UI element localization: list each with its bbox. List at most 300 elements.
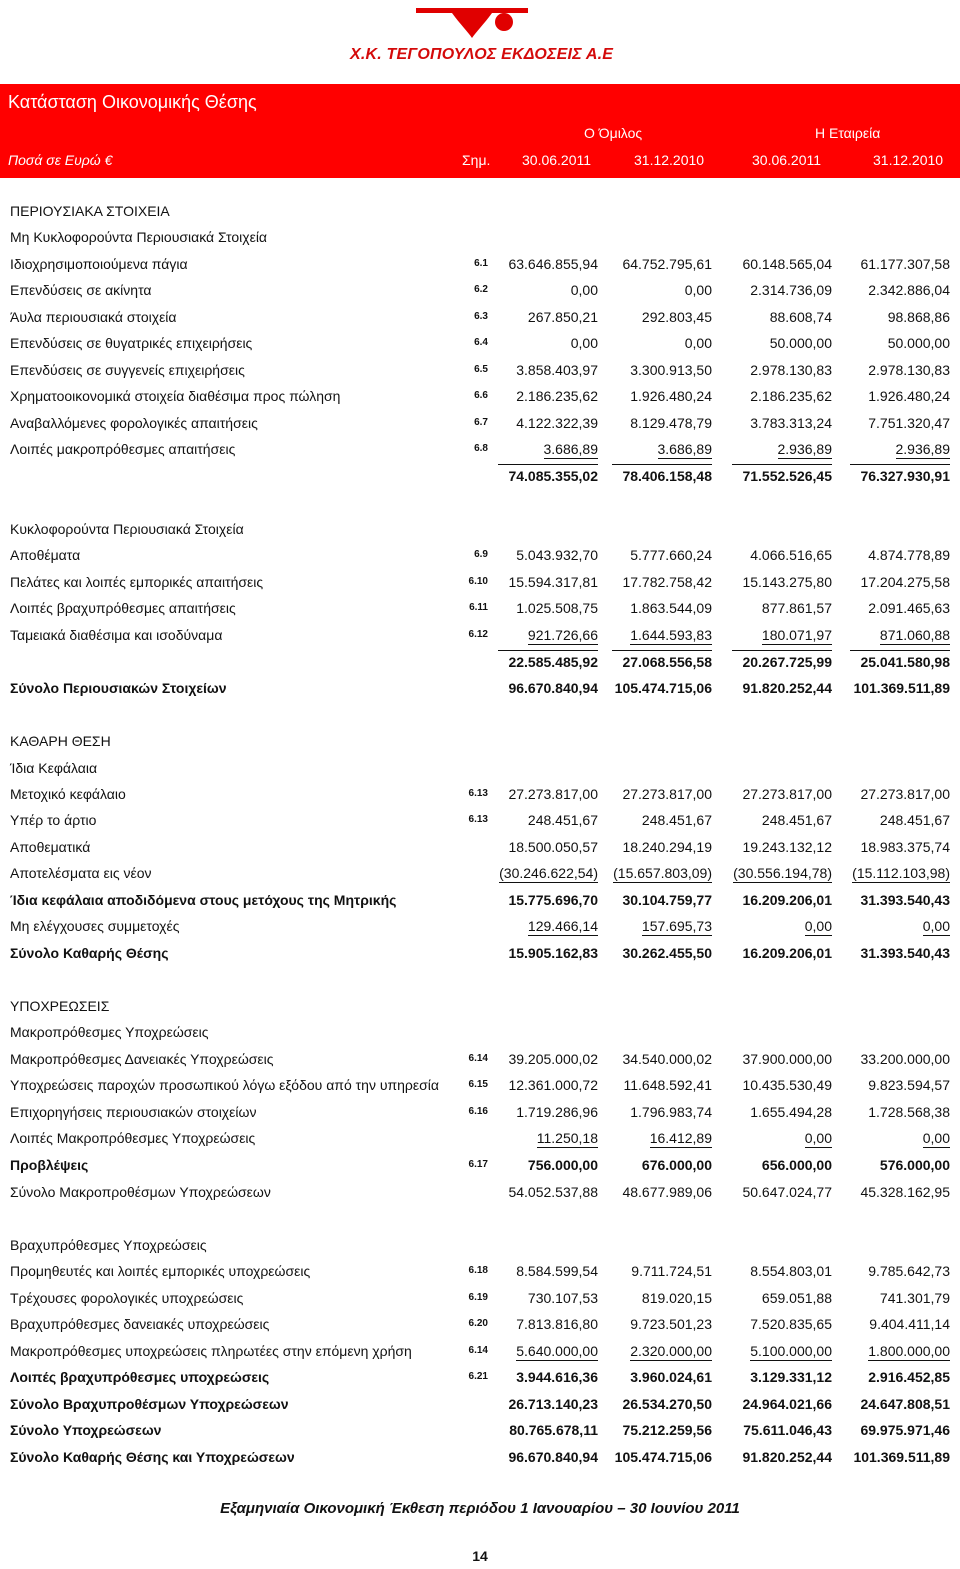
cell-value [850, 595, 950, 621]
cell-text: 2.916.452,85 [868, 1369, 950, 1385]
cell-text: 656.000,00 [761, 1157, 832, 1173]
cell-text: 50.000,00 [769, 335, 832, 351]
cell-value [498, 542, 598, 568]
cell-value [612, 1444, 712, 1470]
col-date-1: 31.12.2010 [634, 152, 705, 168]
cell-text: 1.644.593,83 [630, 627, 712, 643]
row-label: Σύνολο Καθαρής Θέσης και Υποχρεώσεων [10, 1449, 295, 1465]
cell-value [612, 940, 712, 966]
cell-text: (30.246.622,54) [499, 865, 598, 881]
cell-value [850, 569, 950, 595]
cell-value [732, 436, 832, 462]
cell-value [850, 650, 950, 673]
row-label: Σύνολο Βραχυπροθέσμων Υποχρεώσεων [10, 1396, 289, 1412]
cell-value [612, 913, 712, 939]
table-row [0, 755, 960, 781]
cell-value [850, 781, 950, 807]
cell-text: 27.068.556,58 [622, 654, 712, 670]
cell-value [732, 1258, 832, 1284]
table-row [0, 595, 960, 621]
cell-text: 1.655.494,28 [750, 1104, 832, 1120]
cell-value [612, 1258, 712, 1284]
table-row [0, 1152, 960, 1178]
cell-text: 5.043.932,70 [516, 547, 598, 563]
cell-value [498, 913, 598, 939]
cell-value [850, 1099, 950, 1125]
cell-value [850, 1152, 950, 1178]
cell-value [612, 277, 712, 303]
cell-text: 15.905.162,83 [508, 945, 598, 961]
cell-text: 2.320.000,00 [630, 1343, 712, 1359]
cell-value [612, 1311, 712, 1337]
cell-text: 78.406.158,48 [622, 468, 712, 484]
cell-text: 16.412,89 [649, 1130, 712, 1146]
row-label: Επενδύσεις σε συγγενείς επιχειρήσεις [10, 362, 245, 378]
cell-text: 11.250,18 [536, 1130, 598, 1146]
table-row [0, 622, 960, 648]
cell-text: 98.868,86 [887, 309, 950, 325]
cell-text: 267.850,21 [527, 309, 598, 325]
row-note: 6.12 [468, 629, 488, 640]
row-label: Υποχρεώσεις παροχών προσωπικού λόγω εξόδου από την υπηρεσία [10, 1077, 439, 1093]
cell-text: 730.107,53 [527, 1290, 598, 1306]
cell-value [612, 542, 712, 568]
cell-value [732, 1125, 832, 1151]
row-label: Σύνολο Περιουσιακών Στοιχείων [10, 680, 227, 696]
cell-value [498, 675, 598, 701]
cell-text: 9.723.501,23 [630, 1316, 712, 1332]
table-row [0, 1417, 960, 1443]
cell-text: 45.328.162,95 [860, 1184, 950, 1200]
cell-text: 63.646.855,94 [508, 256, 598, 272]
row-note: 6.16 [468, 1106, 488, 1117]
cell-value [498, 1072, 598, 1098]
cell-text: 7.813.816,80 [516, 1316, 598, 1332]
table-row [0, 1125, 960, 1151]
cell-text: 9.404.411,14 [869, 1316, 950, 1332]
cell-text: 88.608,74 [769, 309, 832, 325]
cell-value [732, 887, 832, 913]
cell-value [498, 1285, 598, 1311]
cell-value [612, 1046, 712, 1072]
cell-text: 157.695,73 [641, 918, 712, 934]
cell-text: 3.686,89 [657, 441, 712, 457]
cell-text: 27.273.817,00 [860, 786, 950, 802]
cell-value [612, 807, 712, 833]
cell-text: 3.960.024,61 [630, 1369, 712, 1385]
cell-value [498, 304, 598, 330]
cell-text: 248.451,67 [641, 812, 712, 828]
cell-value [612, 410, 712, 436]
cell-text: 20.267.725,99 [742, 654, 832, 670]
row-note: 6.19 [468, 1292, 488, 1303]
table-row [0, 1285, 960, 1311]
cell-value [850, 1338, 950, 1364]
cell-value [612, 357, 712, 383]
cell-value [732, 834, 832, 860]
cell-text: 1.025.508,75 [516, 600, 598, 616]
cell-value [612, 1391, 712, 1417]
row-label: Επενδύσεις σε ακίνητα [10, 282, 152, 298]
row-label: Σύνολο Μακροπροθέσμων Υποχρεώσεων [10, 1184, 271, 1200]
table-row [0, 462, 960, 488]
cell-value [498, 383, 598, 409]
row-note: 6.5 [474, 364, 488, 375]
cell-text: 0,00 [922, 1130, 950, 1146]
cell-value [850, 1285, 950, 1311]
cell-value [612, 1099, 712, 1125]
cell-text: 26.713.140,23 [508, 1396, 598, 1412]
cell-value [850, 1417, 950, 1443]
table-row [0, 807, 960, 833]
cell-value [612, 1125, 712, 1151]
cell-text: 871.060,88 [879, 627, 950, 643]
cell-text: 18.240.294,19 [622, 839, 712, 855]
row-note: 6.20 [468, 1318, 488, 1329]
cell-value [850, 436, 950, 462]
row-note: 6.13 [468, 788, 488, 799]
cell-text: 101.369.511,89 [853, 680, 950, 696]
cell-text: 292.803,45 [641, 309, 712, 325]
cell-text: 576.000,00 [879, 1157, 950, 1173]
cell-text: 8.584.599,54 [516, 1263, 598, 1279]
cell-value [612, 622, 712, 648]
cell-text: 71.552.526,45 [742, 468, 832, 484]
cell-value [850, 1391, 950, 1417]
cell-text: 74.085.355,02 [508, 468, 598, 484]
cell-value [732, 542, 832, 568]
row-note: 6.1 [474, 258, 488, 269]
cell-text: 0,00 [570, 335, 598, 351]
cell-value [850, 330, 950, 356]
cell-text: 5.777.660,24 [630, 547, 712, 563]
table-row [0, 1364, 960, 1390]
cell-value [612, 781, 712, 807]
amounts-label: Ποσά σε Ευρώ € [8, 152, 113, 168]
cell-value [612, 1417, 712, 1443]
table-row [0, 1099, 960, 1125]
cell-value [732, 675, 832, 701]
group-column-label: Ο Όμιλος [584, 125, 643, 141]
cell-text: 2.091.465,63 [868, 600, 950, 616]
row-label: Μη ελέγχουσες συμμετοχές [10, 918, 180, 934]
cell-value [850, 1364, 950, 1390]
cell-text: 24.964.021,66 [742, 1396, 832, 1412]
row-note: 6.15 [468, 1079, 488, 1090]
cell-text: 105.474.715,06 [614, 1449, 712, 1465]
report-caption: Εξαμηνιαία Οικονομική Έκθεση περιόδου 1 Ιανουαρίου – 30 Ιουνίου 2011 [220, 1500, 740, 1517]
cell-text: 3.686,89 [543, 441, 598, 457]
cell-text: 75.212.259,56 [622, 1422, 712, 1438]
cell-value [850, 1072, 950, 1098]
row-label: Επενδύσεις σε θυγατρικές επιχειρήσεις [10, 335, 253, 351]
cell-value [498, 650, 598, 673]
row-note: 6.17 [468, 1159, 488, 1170]
row-label: Σύνολο Υποχρεώσεων [10, 1422, 162, 1438]
row-label: Προμηθευτές και λοιπές εμπορικές υποχρεώσεις [10, 1263, 311, 1279]
row-label: Αναβαλλόμενες φορολογικές απαιτήσεις [10, 415, 258, 431]
row-note: 6.18 [468, 1265, 488, 1276]
row-label: Λοιπές μακροπρόθεσμες απαιτήσεις [10, 441, 236, 457]
cell-text: 64.752.795,61 [622, 256, 712, 272]
cell-text: 26.534.270,50 [622, 1396, 712, 1412]
cell-text: 91.820.252,44 [742, 680, 832, 696]
row-note: 6.13 [468, 814, 488, 825]
cell-value [732, 1311, 832, 1337]
cell-text: 27.273.817,00 [742, 786, 832, 802]
row-label: Λοιπές Μακροπρόθεσμες Υποχρεώσεις [10, 1130, 256, 1146]
cell-value [612, 383, 712, 409]
cell-text: 4.874.778,89 [868, 547, 950, 563]
cell-value [732, 595, 832, 621]
row-label: ΥΠΟΧΡΕΩΣΕΙΣ [10, 998, 110, 1014]
table-row [0, 648, 960, 674]
cell-value [498, 1417, 598, 1443]
cell-text: 3.300.913,50 [630, 362, 712, 378]
cell-text: 33.200.000,00 [860, 1051, 950, 1067]
table-row [0, 542, 960, 568]
row-label: Μακροπρόθεσμες υποχρεώσεις πληρωτέες στην επόμενη χρήση [10, 1343, 412, 1359]
cell-text: 19.243.132,12 [742, 839, 832, 855]
cell-text: 1.800.000,00 [868, 1343, 950, 1359]
row-label: Σύνολο Καθαρής Θέσης [10, 945, 169, 961]
row-note: 6.6 [474, 390, 488, 401]
cell-text: 8.129.478,79 [630, 415, 712, 431]
cell-text: 2.342.886,04 [868, 282, 950, 298]
cell-value [732, 860, 832, 886]
cell-text: 91.820.252,44 [742, 1449, 832, 1465]
cell-text: 31.393.540,43 [860, 945, 950, 961]
company-name: Χ.Κ. ΤΕΓΟΠΟΥΛΟΣ ΕΚΔΟΣΕΙΣ Α.Ε [350, 46, 614, 63]
cell-value [850, 860, 950, 886]
table-row [0, 887, 960, 913]
row-note: 6.7 [474, 417, 488, 428]
row-label: Ίδια κεφάλαια αποδιδόμενα στους μετόχους της Μητρικής [10, 892, 397, 908]
cell-value [498, 1099, 598, 1125]
row-label: Λοιπές βραχυπρόθεσμες υποχρεώσεις [10, 1369, 270, 1385]
cell-text: 5.100.000,00 [750, 1343, 832, 1359]
cell-value [498, 1391, 598, 1417]
cell-text: 37.900.000,00 [742, 1051, 832, 1067]
cell-text: 1.728.568,38 [868, 1104, 950, 1120]
cell-value [612, 1338, 712, 1364]
cell-value [850, 464, 950, 487]
cell-value [850, 1311, 950, 1337]
cell-text: 60.148.565,04 [742, 256, 832, 272]
cell-value [732, 940, 832, 966]
table-row [0, 1338, 960, 1364]
cell-value [732, 251, 832, 277]
cell-value [498, 1444, 598, 1470]
table-row [0, 516, 960, 542]
cell-value [498, 410, 598, 436]
cell-text: 34.540.000,02 [622, 1051, 712, 1067]
cell-text: 2.978.130,83 [750, 362, 832, 378]
row-label: Τρέχουσες φορολογικές υποχρεώσεις [10, 1290, 244, 1306]
statement-header-band [0, 84, 960, 178]
cell-text: 129.466,14 [527, 918, 598, 934]
cell-value [498, 622, 598, 648]
cell-text: 2.186.235,62 [750, 388, 832, 404]
cell-value [850, 1444, 950, 1470]
table-row [0, 940, 960, 966]
row-label: ΠΕΡΙΟΥΣΙΑΚΑ ΣΤΟΙΧΕΙΑ [10, 203, 170, 219]
table-row [0, 569, 960, 595]
row-label: Μακροπρόθεσμες Δανειακές Υποχρεώσεις [10, 1051, 274, 1067]
cell-text: 9.823.594,57 [868, 1077, 950, 1093]
row-label: Πελάτες και λοιπές εμπορικές απαιτήσεις [10, 574, 264, 590]
cell-text: 0,00 [684, 335, 712, 351]
cell-text: 741.301,79 [879, 1290, 950, 1306]
cell-text: 50.000,00 [887, 335, 950, 351]
cell-text: 2.186.235,62 [516, 388, 598, 404]
cell-text: 3.858.403,97 [516, 362, 598, 378]
row-label: Κυκλοφορούντα Περιουσιακά Στοιχεία [10, 521, 244, 537]
cell-text: 4.066.516,65 [750, 547, 832, 563]
cell-value [732, 277, 832, 303]
cell-text: 0,00 [684, 282, 712, 298]
cell-text: 921.726,66 [527, 627, 598, 643]
cell-text: 7.751.320,47 [868, 415, 950, 431]
cell-value [732, 807, 832, 833]
cell-value [850, 675, 950, 701]
cell-value [498, 357, 598, 383]
cell-text: 9.785.642,73 [868, 1263, 950, 1279]
table-row [0, 436, 960, 462]
cell-value [498, 1125, 598, 1151]
row-note: 6.10 [468, 576, 488, 587]
cell-value [612, 887, 712, 913]
row-note: 6.2 [474, 284, 488, 295]
cell-text: 15.775.696,70 [508, 892, 598, 908]
cell-text: 22.585.485,92 [508, 654, 598, 670]
cell-text: 0,00 [804, 1130, 832, 1146]
cell-text: 0,00 [570, 282, 598, 298]
page-number: 14 [472, 1548, 488, 1564]
cell-text: 16.209.206,01 [742, 892, 832, 908]
cell-value [850, 1179, 950, 1205]
cell-value [732, 1099, 832, 1125]
row-note: 6.14 [468, 1345, 488, 1356]
cell-text: 3.129.331,12 [750, 1369, 832, 1385]
cell-text: 1.796.983,74 [630, 1104, 712, 1120]
row-note: 6.11 [469, 602, 488, 613]
cell-value [498, 1152, 598, 1178]
table-row [0, 1232, 960, 1258]
table-row [0, 224, 960, 250]
cell-value [850, 834, 950, 860]
cell-text: 48.677.989,06 [622, 1184, 712, 1200]
cell-value [498, 834, 598, 860]
table-row [0, 1391, 960, 1417]
cell-value [732, 1444, 832, 1470]
red-winged-logo-icon [412, 2, 532, 40]
cell-text: 17.204.275,58 [860, 574, 950, 590]
cell-value [498, 251, 598, 277]
cell-text: 25.041.580,98 [860, 654, 950, 670]
row-label: Μακροπρόθεσμες Υποχρεώσεις [10, 1024, 209, 1040]
cell-text: 18.983.375,74 [860, 839, 950, 855]
cell-value [612, 1152, 712, 1178]
cell-value [612, 595, 712, 621]
cell-text: 75.611.046,43 [743, 1422, 832, 1438]
table-row [0, 1258, 960, 1284]
cell-value [498, 887, 598, 913]
cell-text: 17.782.758,42 [622, 574, 712, 590]
cell-value [612, 1072, 712, 1098]
cell-text: 180.071,97 [761, 627, 832, 643]
statement-title: Κατάσταση Οικονομικής Θέσης [8, 92, 257, 112]
table-row [0, 728, 960, 754]
row-label: Βραχυπρόθεσμες δανειακές υποχρεώσεις [10, 1316, 270, 1332]
cell-text: 2.936,89 [777, 441, 832, 457]
table-row [0, 251, 960, 277]
cell-value [498, 807, 598, 833]
cell-text: 24.647.808,51 [860, 1396, 950, 1412]
cell-value [612, 650, 712, 673]
cell-text: 248.451,67 [761, 812, 832, 828]
col-date-2: 30.06.2011 [752, 152, 822, 168]
cell-text: 30.262.455,50 [622, 945, 712, 961]
row-label: Αποτελέσματα εις νέον [10, 865, 152, 881]
table-row [0, 860, 960, 886]
cell-text: 756.000,00 [527, 1157, 598, 1173]
table-row [0, 277, 960, 303]
cell-text: 1.926.480,24 [630, 388, 712, 404]
cell-text: 3.944.616,36 [516, 1369, 598, 1385]
cell-value [732, 410, 832, 436]
table-row [0, 304, 960, 330]
cell-text: (30.556.194,78) [733, 865, 832, 881]
cell-value [850, 251, 950, 277]
table-row [0, 781, 960, 807]
cell-value [850, 1258, 950, 1284]
cell-value [612, 330, 712, 356]
cell-text: 676.000,00 [641, 1157, 712, 1173]
cell-value [850, 1125, 950, 1151]
company-column-label: Η Εταιρεία [815, 125, 881, 141]
cell-value [850, 1046, 950, 1072]
cell-text: 659.051,88 [761, 1290, 832, 1306]
cell-value [850, 913, 950, 939]
cell-value [612, 251, 712, 277]
cell-value [612, 834, 712, 860]
cell-text: 877.861,57 [761, 600, 832, 616]
cell-value [732, 913, 832, 939]
cell-text: 61.177.307,58 [860, 256, 950, 272]
row-label: Λοιπές βραχυπρόθεσμες απαιτήσεις [10, 600, 236, 616]
cell-text: 105.474.715,06 [614, 680, 712, 696]
cell-value [732, 1285, 832, 1311]
cell-value [850, 383, 950, 409]
cell-text: 96.670.840,94 [508, 1449, 598, 1465]
cell-value [850, 542, 950, 568]
cell-value [732, 357, 832, 383]
cell-value [612, 436, 712, 462]
cell-value [612, 1285, 712, 1311]
cell-value [612, 675, 712, 701]
cell-text: 69.975.971,46 [860, 1422, 950, 1438]
cell-text: 39.205.000,02 [508, 1051, 598, 1067]
cell-value [612, 860, 712, 886]
cell-value [498, 330, 598, 356]
cell-value [732, 569, 832, 595]
cell-text: 2.936,89 [895, 441, 950, 457]
cell-text: 2.314.736,09 [750, 282, 832, 298]
row-note: 6.21 [468, 1371, 488, 1382]
cell-text: 9.711.724,51 [631, 1263, 712, 1279]
row-note: 6.3 [474, 311, 488, 322]
